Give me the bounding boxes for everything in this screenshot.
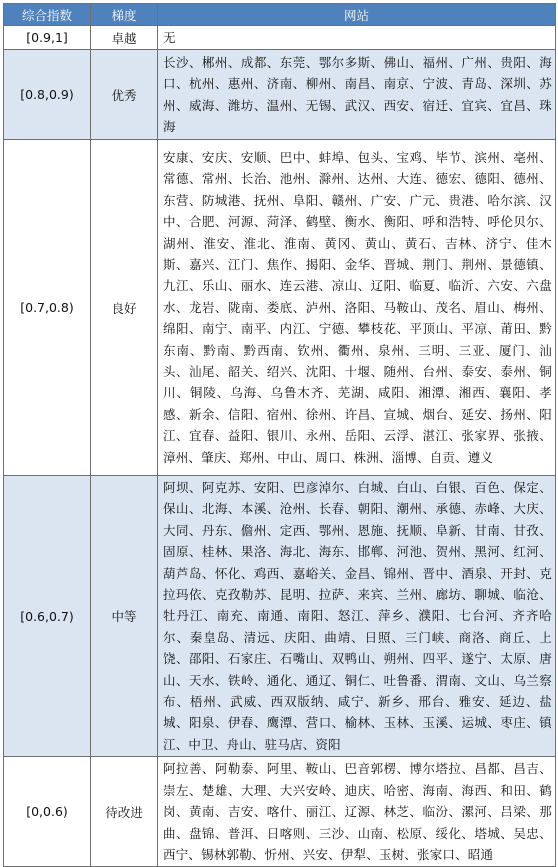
index-range-cell: [0.7,0.8) bbox=[4, 140, 91, 476]
sites-cell: 无 bbox=[158, 26, 556, 50]
grade-cell: 待改进 bbox=[91, 757, 158, 867]
sites-cell: 阿拉善、阿勒泰、阿里、鞍山、巴音郭楞、博尔塔拉、昌都、昌吉、崇左、楚雄、大理、大兴安岭、迪庆、哈密、海南、海西、和田、鹤岗、黄南、吉安、喀什、丽江、辽源、林芝、临汾、漯河、吕梁、那曲、盘锦、普洱、日喀则、三沙、山南、松原、绥化、塔城、吴忠、西宁、锡林郭勒、忻州、兴安、伊犁、玉树、张家口、昭通 bbox=[158, 757, 556, 867]
index-range-cell: [0.9,1] bbox=[4, 26, 91, 50]
table-row bbox=[4, 757, 556, 867]
grade-cell: 良好 bbox=[91, 140, 158, 476]
grade-cell: 卓越 bbox=[91, 26, 158, 50]
index-range-cell: [0.6,0.7) bbox=[4, 476, 91, 757]
table-row bbox=[4, 50, 556, 140]
grade-cell: 中等 bbox=[91, 476, 158, 757]
header-index: 综合指数 bbox=[4, 4, 91, 26]
table-row bbox=[4, 476, 556, 757]
header-grade: 梯度 bbox=[91, 4, 158, 26]
index-range-cell: [0,0.6) bbox=[4, 757, 91, 867]
index-range-cell: [0.8,0.9) bbox=[4, 50, 91, 140]
sites-cell: 长沙、郴州、成都、东莞、鄂尔多斯、佛山、福州、广州、贵阳、海口、杭州、惠州、济南、柳州、南昌、南京、宁波、青岛、深圳、苏州、威海、潍坊、温州、无锡、武汉、西安、宿迁、宜宾、宜昌、珠海 bbox=[158, 50, 556, 140]
ranking-table bbox=[3, 3, 556, 867]
header-row bbox=[4, 4, 556, 26]
grade-cell: 优秀 bbox=[91, 50, 158, 140]
sites-cell: 安康、安庆、安顺、巴中、蚌埠、包头、宝鸡、毕节、滨州、亳州、常德、常州、长治、池州、滁州、达州、大连、德宏、德阳、德州、东营、防城港、抚州、阜阳、赣州、广安、广元、贵港、哈尔滨、汉中、合肥、河源、菏泽、鹤壁、衡水、衡阳、呼和浩特、呼伦贝尔、湖州、淮安、淮北、淮南、黄冈、黄山、黄石、吉林、济宁、佳木斯、嘉兴、江门、焦作、揭阳、金华、晋城、荆门、荆州、景德镇、九江、乐山、丽水、连云港、凉山、辽阳、临夏、临沂、六安、六盘水、龙岩、陇南、娄底、泸州、洛阳、马鞍山、茂名、眉山、梅州、绵阳、南宁、南平、内江、宁德、攀枝花、平顶山、平凉、莆田、黔东南、黔南、黔西南、钦州、衢州、泉州、三明、三亚、厦门、汕头、汕尾、韶关、绍兴、沈阳、十堰、随州、台州、泰安、泰州、铜川、铜陵、乌海、乌鲁木齐、芜湖、咸阳、湘潭、湘西、襄阳、孝感、新余、信阳、宿州、徐州、许昌、宣城、烟台、延安、扬州、阳江、宜春、益阳、银川、永州、岳阳、云浮、湛江、张家界、张掖、漳州、肇庆、郑州、中山、周口、株洲、淄博、自贡、遵义 bbox=[158, 140, 556, 476]
sites-cell: 阿坝、阿克苏、安阳、巴彦淖尔、白城、白山、白银、百色、保定、保山、北海、本溪、沧州、长春、朝阳、潮州、承德、赤峰、大庆、大同、丹东、儋州、定西、鄂州、恩施、抚顺、阜新、甘南、甘孜、固原、桂林、果洛、海北、海东、邯郸、河池、贺州、黑河、红河、葫芦岛、怀化、鸡西、嘉峪关、金昌、锦州、晋中、酒泉、开封、克拉玛依、克孜勒苏、昆明、拉萨、来宾、兰州、廊坊、聊城、临沧、牡丹江、南充、南通、南阳、怒江、萍乡、濮阳、七台河、齐齐哈尔、秦皇岛、清远、庆阳、曲靖、日照、三门峡、商洛、商丘、上饶、邵阳、石家庄、石嘴山、双鸭山、朔州、四平、遂宁、太原、唐山、天水、铁岭、通化、通辽、铜仁、吐鲁番、渭南、文山、乌兰察布、梧州、武威、西双版纳、咸宁、新乡、邢台、雅安、延边、盐城、阳泉、伊春、鹰潭、营口、榆林、玉林、玉溪、运城、枣庄、镇江、中卫、舟山、驻马店、资阳 bbox=[158, 476, 556, 757]
header-sites: 网站 bbox=[158, 4, 556, 26]
table-row bbox=[4, 140, 556, 476]
table-row bbox=[4, 26, 556, 50]
